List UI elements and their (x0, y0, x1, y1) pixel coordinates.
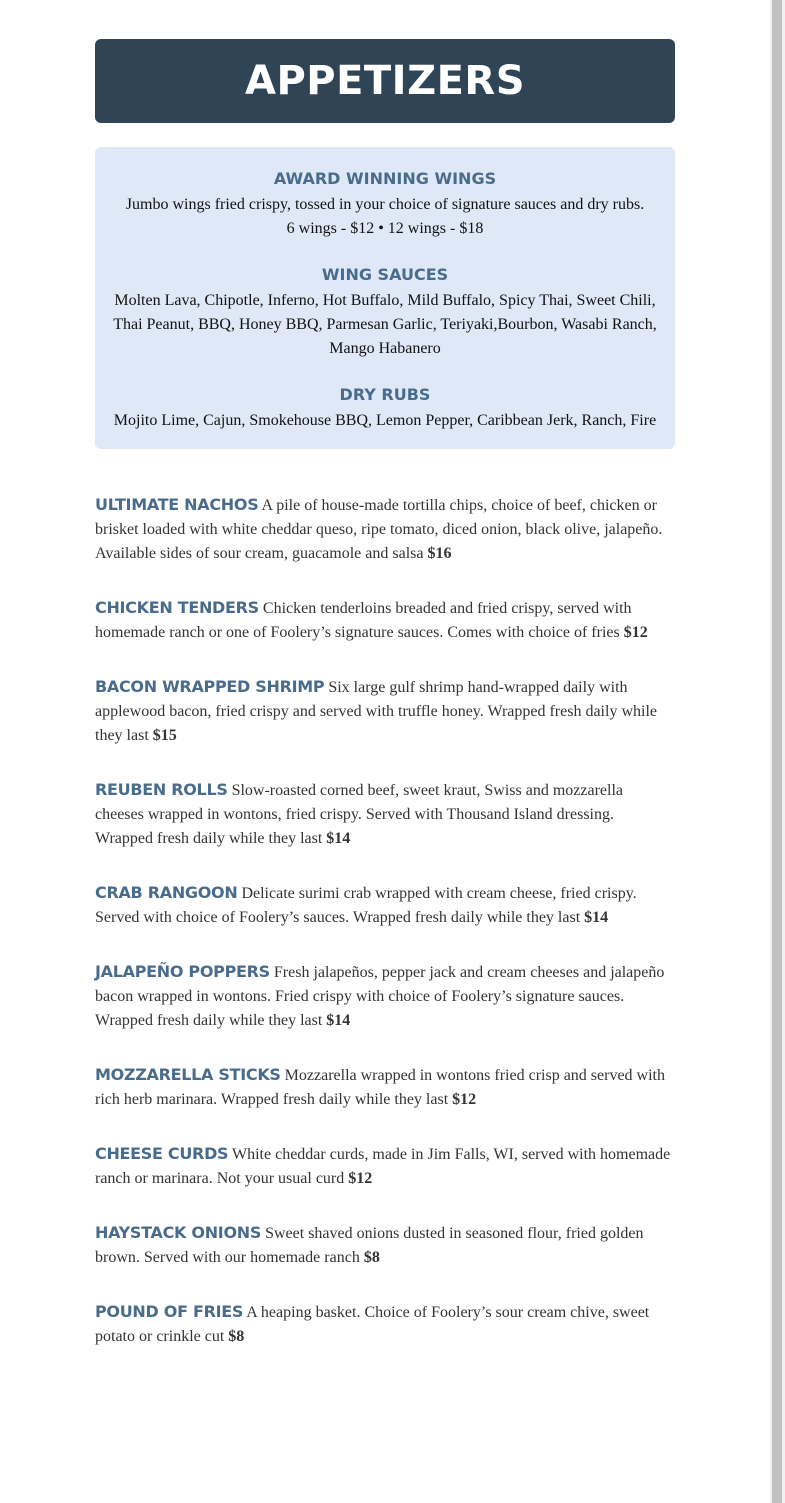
menu-item-price: $14 (584, 909, 609, 926)
menu-item-description: A pile of house-made tortilla chips, choice of beef, chicken or brisket loaded with white cheddar queso, ripe tomato, diced onion, black olive, jalapeño. Available sides of sour cream, guacamole and salsa (95, 497, 663, 562)
wing-sauces-section (113, 263, 657, 361)
menu-item (95, 881, 675, 930)
menu-item (95, 960, 675, 1033)
menu-item-description: White cheddar curds, made in Jim Falls, WI, served with homemade ranch or marinara. Not your usual curd (95, 1146, 671, 1187)
menu-item-price: $14 (326, 1012, 351, 1029)
wing-sauces-list: Molten Lava, Chipotle, Inferno, Hot Buffalo, Mild Buffalo, Spicy Thai, Sweet Chili, Thai Peanut, BBQ, Honey BBQ, Parmesan Garlic, Teriyaki,Bourbon, Wasabi Ranch, Mango Habanero (113, 292, 657, 357)
menu-item-price: $12 (348, 1170, 373, 1187)
menu-item-name: JALAPEÑO POPPERS (95, 962, 270, 981)
dry-rubs-heading: DRY RUBS (339, 385, 431, 404)
menu-item (95, 1300, 675, 1349)
menu-item-name: ULTIMATE NACHOS (95, 495, 259, 514)
page-title: APPETIZERS (244, 58, 526, 104)
wings-heading: AWARD WINNING WINGS (273, 169, 497, 188)
vertical-scrollbar[interactable] (770, 0, 785, 1503)
menu-item-description: Six large gulf shrimp hand-wrapped daily with applewood bacon, fried crispy and served with truffle honey. Wrapped fresh daily while they last (95, 679, 657, 744)
menu-item-description: Sweet shaved onions dusted in seasoned flour, fried golden brown. Served with our homemade ranch (95, 1225, 644, 1266)
wings-info-box (95, 147, 675, 449)
wings-pricing: 6 wings - $12 • 12 wings - $18 (286, 220, 484, 237)
menu-item (95, 778, 675, 851)
menu-item (95, 493, 675, 566)
menu-item (95, 596, 675, 645)
menu-item-price: $14 (326, 830, 351, 847)
menu-item-price: $8 (228, 1328, 245, 1345)
menu-item-price: $16 (427, 545, 452, 562)
menu-item-name: CHEESE CURDS (95, 1144, 229, 1163)
menu-item (95, 1142, 675, 1191)
menu-item-name: CHICKEN TENDERS (95, 598, 259, 617)
menu-item (95, 1063, 675, 1112)
menu-item (95, 675, 675, 748)
menu-item-name: MOZZARELLA STICKS (95, 1065, 281, 1084)
wing-sauces-heading: WING SAUCES (321, 265, 449, 284)
menu-item-name: HAYSTACK ONIONS (95, 1223, 262, 1242)
menu-item-description: Chicken tenderloins breaded and fried crispy, served with homemade ranch or one of Foolery’s signature sauces. Comes with choice of fries (95, 600, 632, 641)
menu-item-description: Slow-roasted corned beef, sweet kraut, Swiss and mozzarella cheeses wrapped in wontons, fried crispy. Served with Thousand Island dressing. Wrapped fresh daily while they last (95, 782, 623, 847)
dry-rubs-list: Mojito Lime, Cajun, Smokehouse BBQ, Lemon Pepper, Caribbean Jerk, Ranch, Fire (113, 412, 657, 429)
menu-item-description: Mozzarella wrapped in wontons fried crisp and served with rich herb marinara. Wrapped fresh daily while they last (95, 1067, 665, 1108)
dry-rubs-section (113, 383, 657, 433)
menu-item-description: Delicate surimi crab wrapped with cream cheese, fried crispy. Served with choice of Foolery’s sauces. Wrapped fresh daily while they last (95, 885, 637, 926)
menu-item-price: $15 (152, 727, 177, 744)
menu-item-name: BACON WRAPPED SHRIMP (95, 677, 325, 696)
section-banner (95, 39, 675, 123)
menu-item-name: POUND OF FRIES (95, 1302, 244, 1321)
menu-item-price: $8 (363, 1249, 380, 1266)
menu-content (95, 39, 675, 1379)
menu-item-description: A heaping basket. Choice of Foolery’s sour cream chive, sweet potato or crinkle cut (95, 1304, 650, 1345)
menu-item-name: REUBEN ROLLS (95, 780, 228, 799)
menu-item-price: $12 (452, 1091, 477, 1108)
menu-item-price: $12 (623, 624, 648, 641)
menu-item-name: CRAB RANGOON (95, 883, 238, 902)
menu-items-list (95, 493, 675, 1349)
wings-section (113, 167, 657, 241)
menu-item-description: Fresh jalapeños, pepper jack and cream cheeses and jalapeño bacon wrapped in wontons. Fried crispy with choice of Foolery’s signature sauces. Wrapped fresh daily while they last (95, 964, 665, 1029)
wings-description: Jumbo wings fried crispy, tossed in your choice of signature sauces and dry rubs. (125, 196, 645, 213)
menu-item (95, 1221, 675, 1270)
scrollbar-thumb[interactable] (772, 0, 782, 1503)
